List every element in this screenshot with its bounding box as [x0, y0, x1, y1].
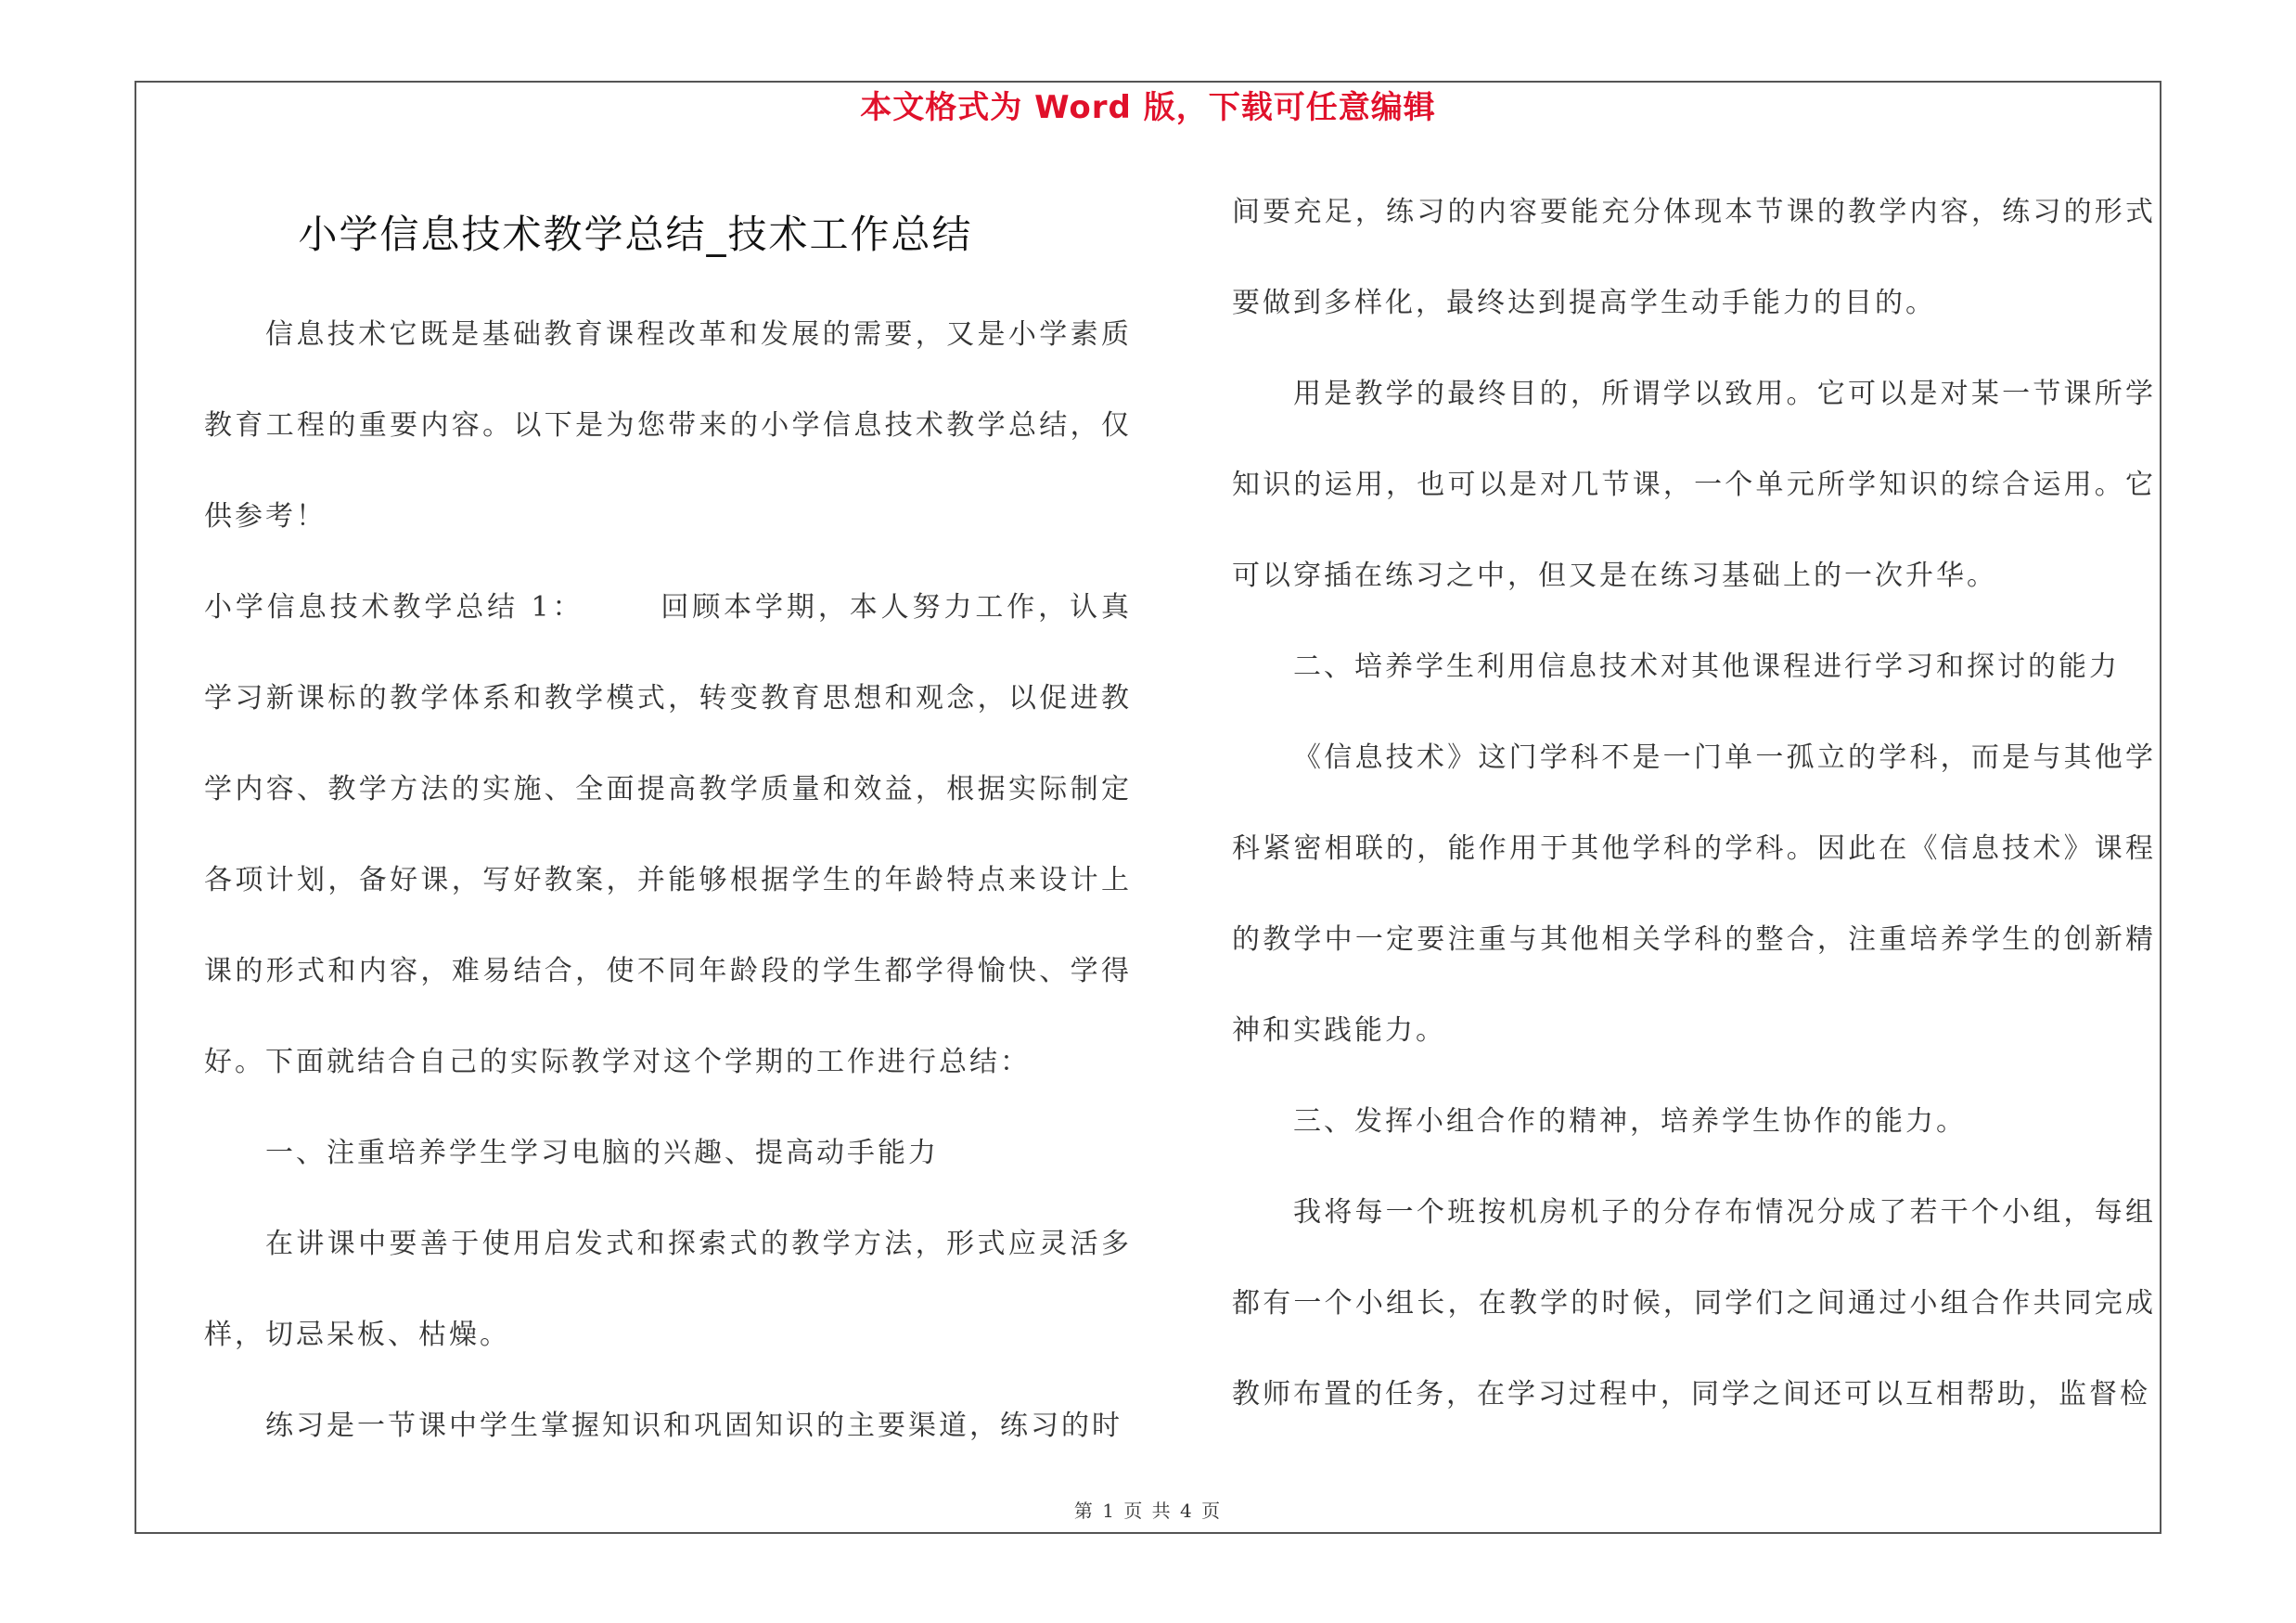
body-paragraph-3: 用是教学的最终目的，所谓学以致用。它可以是对某一节课所学知识的运用，也可以是对几节课，一个单元所学知识的综合运用。它可以穿插在练习之中，但又是在练习基础上的一次升华。 — [1232, 378, 2156, 592]
section-heading-1: 一、注重培养学生学习电脑的兴趣、提高动手能力 — [265, 1137, 939, 1169]
body-paragraph-5: 我将每一个班按机房机子的分存布情况分成了若干个小组，每组都有一个小组长，在教学的时候，同学们之间通过小组合作共同完成教师布置的任务，在学习过程中，同学之间还可以互相帮助，监督检 — [1232, 1196, 2156, 1410]
body-paragraph-1: 在讲课中要善于使用启发式和探索式的教学方法，形式应灵活多样，切忌呆板、枯燥。 — [204, 1228, 1132, 1351]
body-paragraph-2-continued: 间要充足，练习的内容要能充分体现本节课的教学内容，练习的形式要做到多样化，最终达到提高学生动手能力的目的。 — [1232, 196, 2156, 319]
left-column — [204, 180, 1132, 1472]
summary-label: 小学信息技术教学总结 1： — [204, 591, 584, 624]
body-paragraph-4: 《信息技术》这门学科不是一门单一孤立的学科，而是与其他学科紧密相联的，能作用于其他学科的学科。因此在《信息技术》课程的教学中一定要注重与其他相关学科的整合，注重培养学生的创新精神和实践能力。 — [1232, 741, 2156, 1047]
page-number-footer: 第 1 页 共 4 页 — [1073, 1500, 1223, 1522]
document-title: 小学信息技术教学总结_技术工作总结 — [298, 212, 973, 257]
section-heading-3: 三、发挥小组合作的精神，培养学生协作的能力。 — [1293, 1105, 1967, 1138]
summary-paragraph — [204, 562, 1132, 1108]
format-notice-banner: 本文格式为 Word 版，下载可任意编辑 — [860, 89, 1436, 126]
intro-paragraph: 信息技术它既是基础教育课程改革和发展的需要，又是小学素质教育工程的重要内容。以下是为您带来的小学信息技术教学总结，仅供参考！ — [204, 318, 1132, 533]
body-paragraph-2: 练习是一节课中学生掌握知识和巩固知识的主要渠道，练习的时 — [265, 1410, 1122, 1442]
section-heading-2: 二、培养学生利用信息技术对其他课程进行学习和探讨的能力 — [1293, 650, 2120, 683]
right-column — [1232, 167, 2156, 1440]
summary-body: 回顾本学期，本人努力工作，认真学习新课标的教学体系和教学模式，转变教育思想和观念，以促进教学内容、教学方法的实施、全面提高教学质量和效益，根据实际制定各项计划，备好课，写好教案，并能够根据学生的年龄特点来设计上课的形式和内容，难易结合，使不同年龄段的学生都学得愉快、学得好。下面就结合自己的实际教学对这个学期的工作进行总结： — [204, 591, 1132, 1078]
